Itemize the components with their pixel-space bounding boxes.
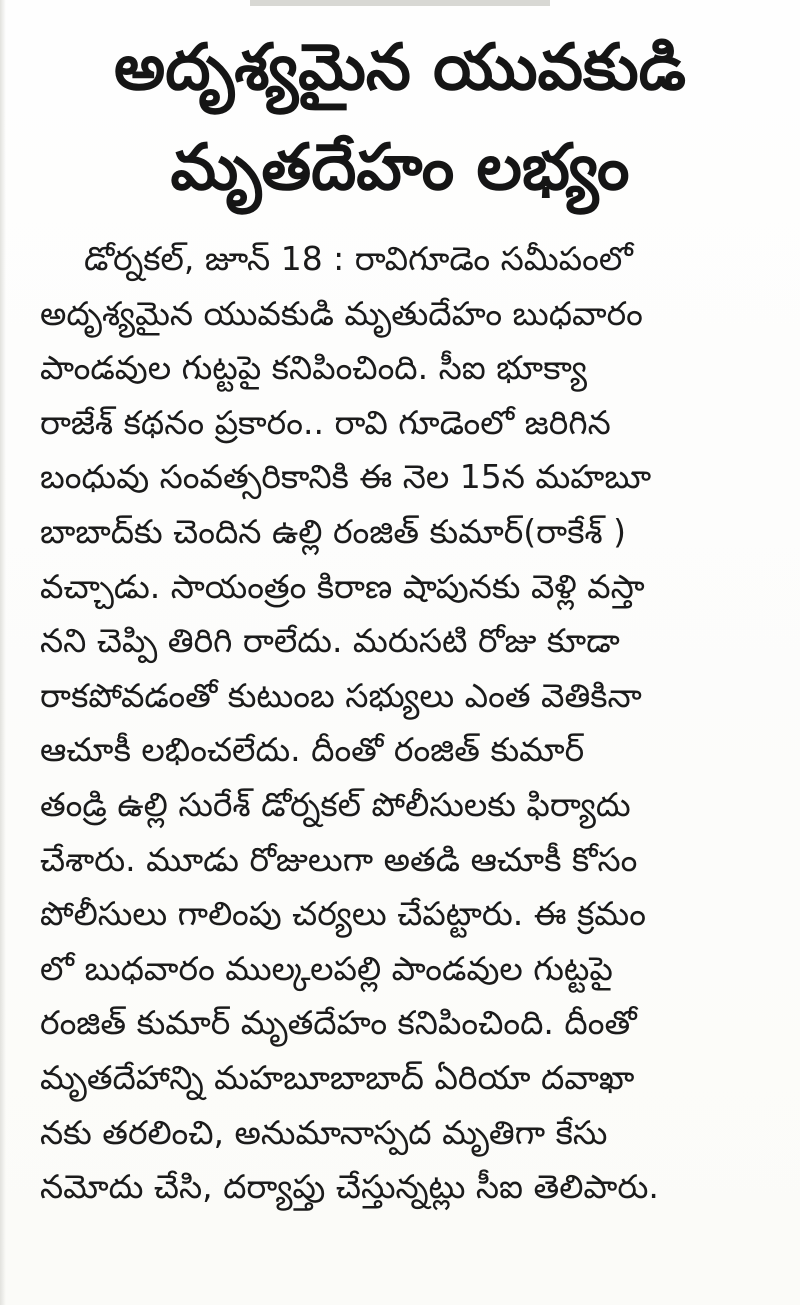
body-line: నకు తరలించి, అనుమానాస్పద మృతిగా కేసు: [40, 1112, 608, 1152]
left-page-edge: [0, 0, 6, 1305]
headline-line-1: అదృశ్యమైన యువకుడి: [114, 31, 686, 105]
body-line: బంధువు సంవత్సరికానికి ఈ నెల 15న మహబూ: [40, 457, 652, 497]
body-line: రాజేశ్ కథనం ప్రకారం.. రావి గూడెంలో జరిగిన: [40, 402, 611, 442]
body-line: అదృశ్యమైన యువకుడి మృతుదేహం బుధవారం: [40, 293, 643, 333]
body-line: ఆచూకీ లభించలేదు. దీంతో రంజిత్ కుమార్: [40, 730, 585, 770]
headline-line-2: మృతదేహం లభ్యం: [170, 131, 630, 205]
body-line: నమోదు చేసి, దర్యాప్తు చేస్తున్నట్లు సీఐ తెలిపారు.: [40, 1167, 659, 1207]
top-edge-rule: [250, 0, 550, 6]
article-body: [40, 232, 760, 1215]
body-line: బాబాద్‌కు చెందిన ఉల్లి రంజిత్ కుమార్(రాకేశ్ ): [40, 511, 627, 551]
body-line: పాండవుల గుట్టపై కనిపించింది. సీఐ భూక్యా: [40, 348, 587, 388]
body-line: నని చెప్పి తిరిగి రాలేదు. మరుసటి రోజు కూడా: [40, 621, 620, 661]
body-line: డోర్నకల్, జూన్ 18 : రావిగూడెం సమీపంలో: [84, 239, 633, 278]
body-line: రాకపోవడంతో కుటుంబ సభ్యులు ఎంత వెతికినా: [40, 675, 642, 715]
body-line: వచ్చాడు. సాయంత్రం కిరాణ షాపునకు వెళ్లి వస్తా: [40, 566, 645, 606]
body-line: చేశారు. మూడు రోజులుగా అతడి ఆచూకీ కోసం: [40, 839, 638, 879]
body-line: రంజిత్ కుమార్ మృతదేహం కనిపించింది. దీంతో: [40, 1003, 637, 1043]
body-line: తండ్రి ఉల్లి సురేశ్ డోర్నకల్ పోలీసులకు ఫిర్యాదు: [40, 784, 631, 824]
body-line: పోలీసులు గాలింపు చర్యలు చేపట్టారు. ఈ క్రమం: [40, 894, 646, 934]
body-line: లో బుధవారం ముల్కలపల్లి పాండవుల గుట్టపై: [40, 948, 613, 988]
body-line: మృతదేహాన్ని మహబూబాబాద్ ఏరియా దవాఖా: [40, 1057, 635, 1097]
